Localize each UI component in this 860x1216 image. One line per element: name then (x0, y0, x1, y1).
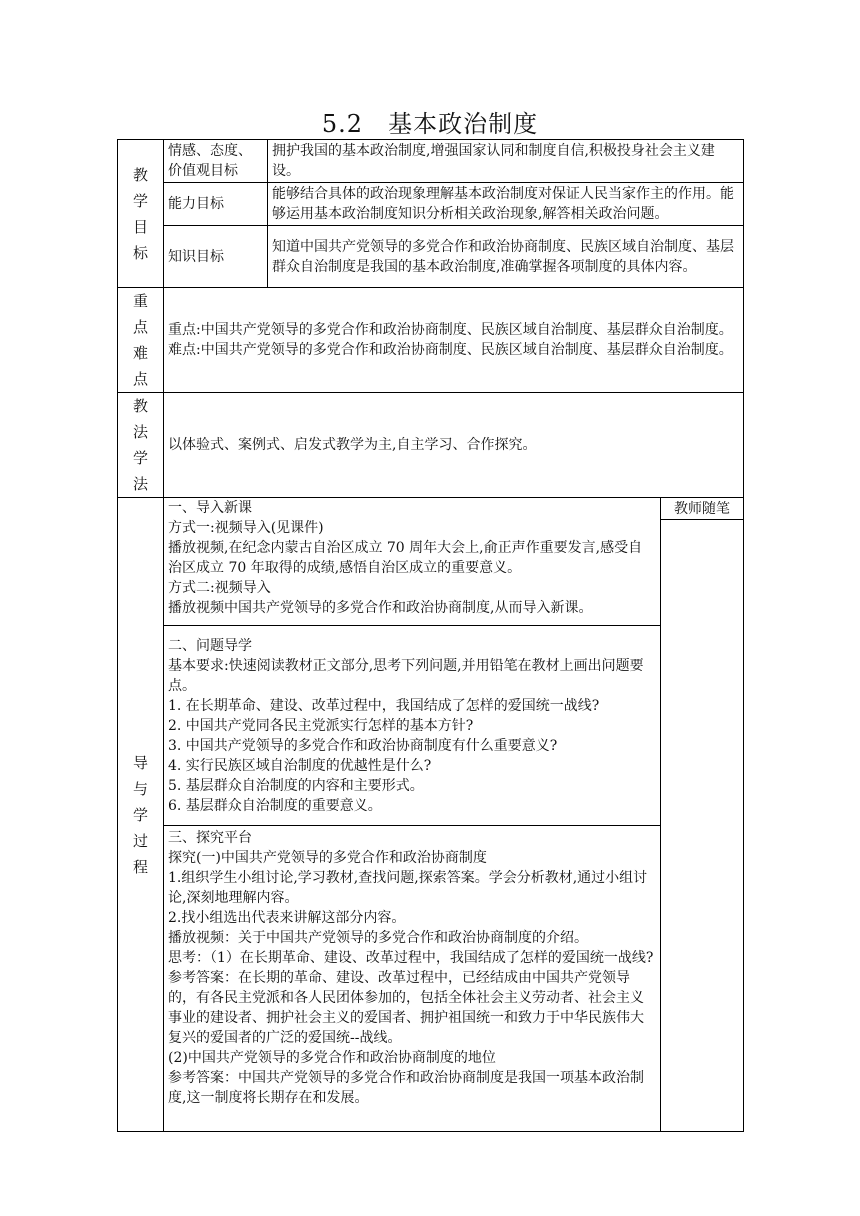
key-point-text: 重点:中国共产党领导的多党合作和政治协商制度、民族区域自治制度、基层群众自治制度。 (168, 322, 733, 338)
section-questions-line: 1. 在长期革命、建设、改革过程中，我国结成了怎样的爱国统一战线? (168, 698, 600, 714)
section-explore-line: 参考答案：中国共产党领导的多党合作和政治协商制度是我国一项基本政治制度,这一制度将长期存在和发展。 (168, 1070, 644, 1106)
teacher-notes-column (661, 498, 744, 1132)
section-explore-line: 播放视频：关于中国共产党领导的多党合作和政治协商制度的介绍。 (168, 930, 588, 946)
section-questions-line: 6. 基层群众自治制度的重要意义。 (168, 798, 382, 814)
section-questions (164, 626, 661, 826)
goals-label: 教学目标 (133, 165, 149, 262)
section-intro-line: 方式二:视频导入 (168, 580, 271, 596)
goal-affective-text: 拥护我国的基本政治制度,增强国家认同和制度自信,积极投身社会主义建设。 (268, 140, 744, 183)
section-intro-line: 方式一:视频导入(见课件) (168, 520, 324, 536)
process-label: 导与学过程 (133, 753, 149, 876)
section-questions-line: 5. 基层群众自治制度的内容和主要形式。 (168, 778, 424, 794)
keypoints-cell (164, 288, 744, 393)
method-text: 以体验式、案例式、启发式教学为主,自主学习、合作探究。 (164, 393, 744, 498)
teacher-notes-header: 教师随笔 (674, 501, 730, 517)
section-explore-line: 参考答案：在长期的革命、建设、改革过程中，已经结成由中国共产党领导的，有各民主党派和各人民团体参加的，包括全体社会主义劳动者、社会主义事业的建设者、拥护社会主义的爱国者、拥护祖国统一和致力于中华民族伟大复兴的爱国者的广泛的爱国统--战线。 (168, 970, 644, 1046)
section-explore-line: 探究(一)中国共产党领导的多党合作和政治协商制度 (168, 850, 487, 866)
section-questions-line: 基本要求:快速阅读教材正文部分,思考下列问题,并用铅笔在教材上画出问题要点。 (168, 658, 644, 694)
goal-ability-name: 能力目标 (164, 183, 268, 226)
section-explore (164, 826, 661, 1132)
section-questions-line: 3. 中国共产党领导的多党合作和政治协商制度有什么重要意义? (168, 738, 558, 754)
section-explore-line: 1.组织学生小组讨论,学习教材,查找问题,探索答案。学会分析教材,通过小组讨论,深刻地理解内容。 (168, 870, 648, 906)
difficult-point-text: 难点:中国共产党领导的多党合作和政治协商制度、民族区域自治制度、基层群众自治制度。 (168, 342, 733, 358)
section-intro-line: 播放视频,在纪念内蒙古自治区成立 70 周年大会上,俞正声作重要发言,感受自治区成立 70 年取得的成绩,感悟自治区成立的重要意义。 (168, 540, 643, 576)
section-intro-line: 播放视频中国共产党领导的多党合作和政治协商制度,从而导入新课。 (168, 600, 593, 616)
lesson-plan-table (117, 139, 744, 1132)
goal-knowledge-name: 知识目标 (164, 226, 268, 288)
section-intro (164, 498, 661, 626)
goal-knowledge-text: 知道中国共产党领导的多党合作和政治协商制度、民族区域自治制度、基层群众自治制度是我国的基本政治制度,准确掌握各项制度的具体内容。 (268, 226, 744, 288)
section-questions-line: 2. 中国共产党同各民主党派实行怎样的基本方针? (168, 718, 474, 734)
method-label-cell (118, 393, 164, 498)
section-questions-heading: 二、问题导学 (168, 638, 252, 654)
section-explore-line: (2)中国共产党领导的多党合作和政治协商制度的地位 (168, 1050, 496, 1066)
goals-label-cell (118, 140, 164, 288)
section-explore-line: 2.找小组选出代表来讲解这部分内容。 (168, 910, 406, 926)
section-intro-heading: 一、导入新课 (168, 500, 252, 516)
method-label: 教法学法 (133, 397, 149, 493)
goal-ability-text: 能够结合具体的政治现象理解基本政治制度对保证人民当家作主的作用。能够运用基本政治制度知识分析相关政治现象,解答相关政治问题。 (268, 183, 744, 226)
section-explore-heading: 三、探究平台 (168, 830, 252, 846)
section-questions-line: 4. 实行民族区域自治制度的优越性是什么? (168, 758, 432, 774)
page-title: 5.2 基本政治制度 (321, 110, 539, 138)
keypoints-label-cell (118, 288, 164, 393)
process-label-cell (118, 498, 164, 1132)
keypoints-label: 重点难点 (133, 292, 149, 388)
goal-affective-name: 情感、态度、价值观目标 (164, 140, 268, 183)
section-explore-line: 思考：（1）在长期革命、建设、改革过程中，我国结成了怎样的爱国统一战线? (168, 950, 654, 966)
